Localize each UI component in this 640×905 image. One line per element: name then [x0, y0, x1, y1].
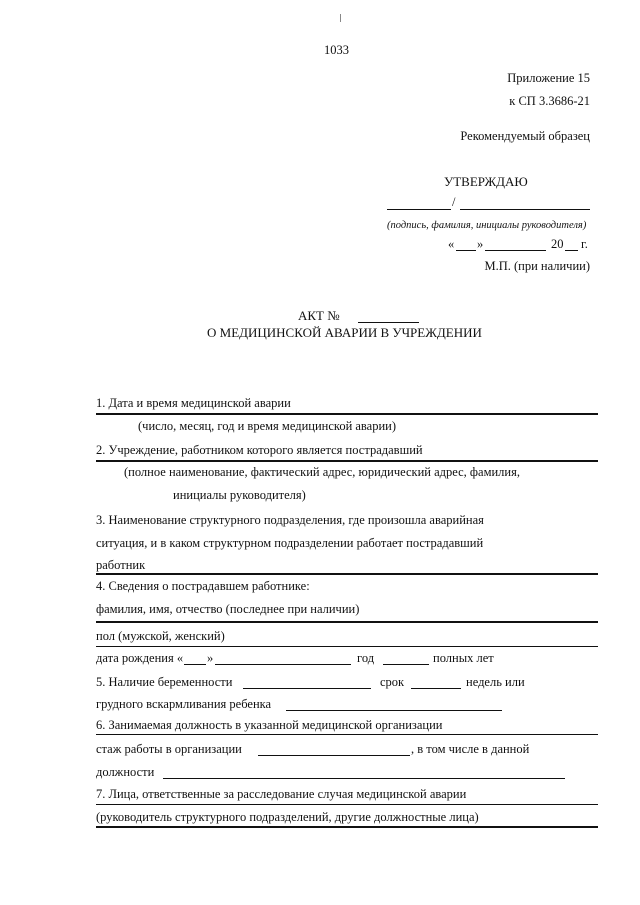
stamp-note: М.П. (при наличии) [484, 259, 590, 273]
item-4-birth-close: » [207, 651, 214, 665]
item-5-label: 5. Наличие беременности [96, 675, 233, 689]
item-5-breastfeeding: грудного вскармливания ребенка [96, 697, 272, 711]
item-5-weeks: недель или [466, 675, 525, 689]
item-7-bottom-line [96, 826, 598, 828]
appendix-number: Приложение 15 [507, 71, 590, 85]
item-7-caption: (руководитель структурного подразделений, другие должностные лица) [96, 810, 479, 824]
scan-mark [340, 14, 341, 22]
item-4-sex: пол (мужской, женский) [96, 629, 225, 643]
item-4-label: 4. Сведения о пострадавшем работнике: [96, 579, 310, 593]
item-3-line-1: 3. Наименование структурного подразделения, где произошла аварийная [96, 513, 484, 527]
item-2-label: 2. Учреждение, работником которого является пострадавший [96, 443, 423, 457]
approval-title: УТВЕРЖДАЮ [444, 174, 528, 189]
item-4-full-years: полных лет [433, 651, 494, 665]
appendix-reference: к СП 3.3686-21 [509, 94, 590, 108]
item-2-line [96, 460, 598, 462]
year-prefix: 20 [551, 237, 564, 251]
item-6-experience-line [258, 755, 410, 756]
item-2-caption-2: инициалы руководителя) [173, 488, 306, 502]
item-4-birth-label: дата рождения « [96, 651, 184, 665]
date-open-quote: « [448, 237, 455, 251]
year-suffix: г. [581, 237, 588, 251]
page-number: 1033 [324, 43, 349, 57]
item-6-including: , в том числе в данной [411, 742, 530, 756]
item-4-name-line [96, 621, 598, 623]
item-3-line-3: работник [96, 558, 146, 572]
item-7-label: 7. Лица, ответственные за расследование случая медицинской аварии [96, 787, 467, 801]
item-6-label: 6. Занимаемая должность в указанной медицинской организации [96, 718, 443, 732]
item-7-line [96, 804, 598, 805]
date-close-quote: » [477, 237, 484, 251]
item-1-label: 1. Дата и время медицинской аварии [96, 396, 291, 410]
act-number-line [358, 322, 419, 323]
item-2-caption-1: (полное наименование, фактический адрес, юридический адрес, фамилия, [124, 465, 520, 479]
item-5-breastfeeding-line [286, 710, 502, 711]
item-4-full-name: фамилия, имя, отчество (последнее при наличии) [96, 602, 360, 616]
item-3-line-2: ситуация, и в каком структурном подразделении работает пострадавший [96, 536, 484, 550]
item-3-line [96, 573, 598, 575]
item-5-term: срок [380, 675, 405, 689]
item-4-sex-line [96, 646, 598, 647]
item-6-experience: стаж работы в организации [96, 742, 242, 756]
act-title: АКТ № [298, 308, 340, 323]
item-4-year: год [357, 651, 375, 665]
item-6-line [96, 734, 598, 735]
recommended-sample: Рекомендуемый образец [460, 129, 590, 143]
item-1-line [96, 413, 598, 415]
signature-caption: (подпись, фамилия, инициалы руководителя) [387, 220, 587, 231]
item-1-caption: (число, месяц, год и время медицинской аварии) [138, 419, 397, 433]
act-subtitle: О МЕДИЦИНСКОЙ АВАРИИ В УЧРЕЖДЕНИИ [207, 325, 482, 340]
item-6-position-line [163, 778, 565, 779]
signature-slash: / [452, 195, 456, 209]
item-6-position: должности [96, 765, 155, 779]
